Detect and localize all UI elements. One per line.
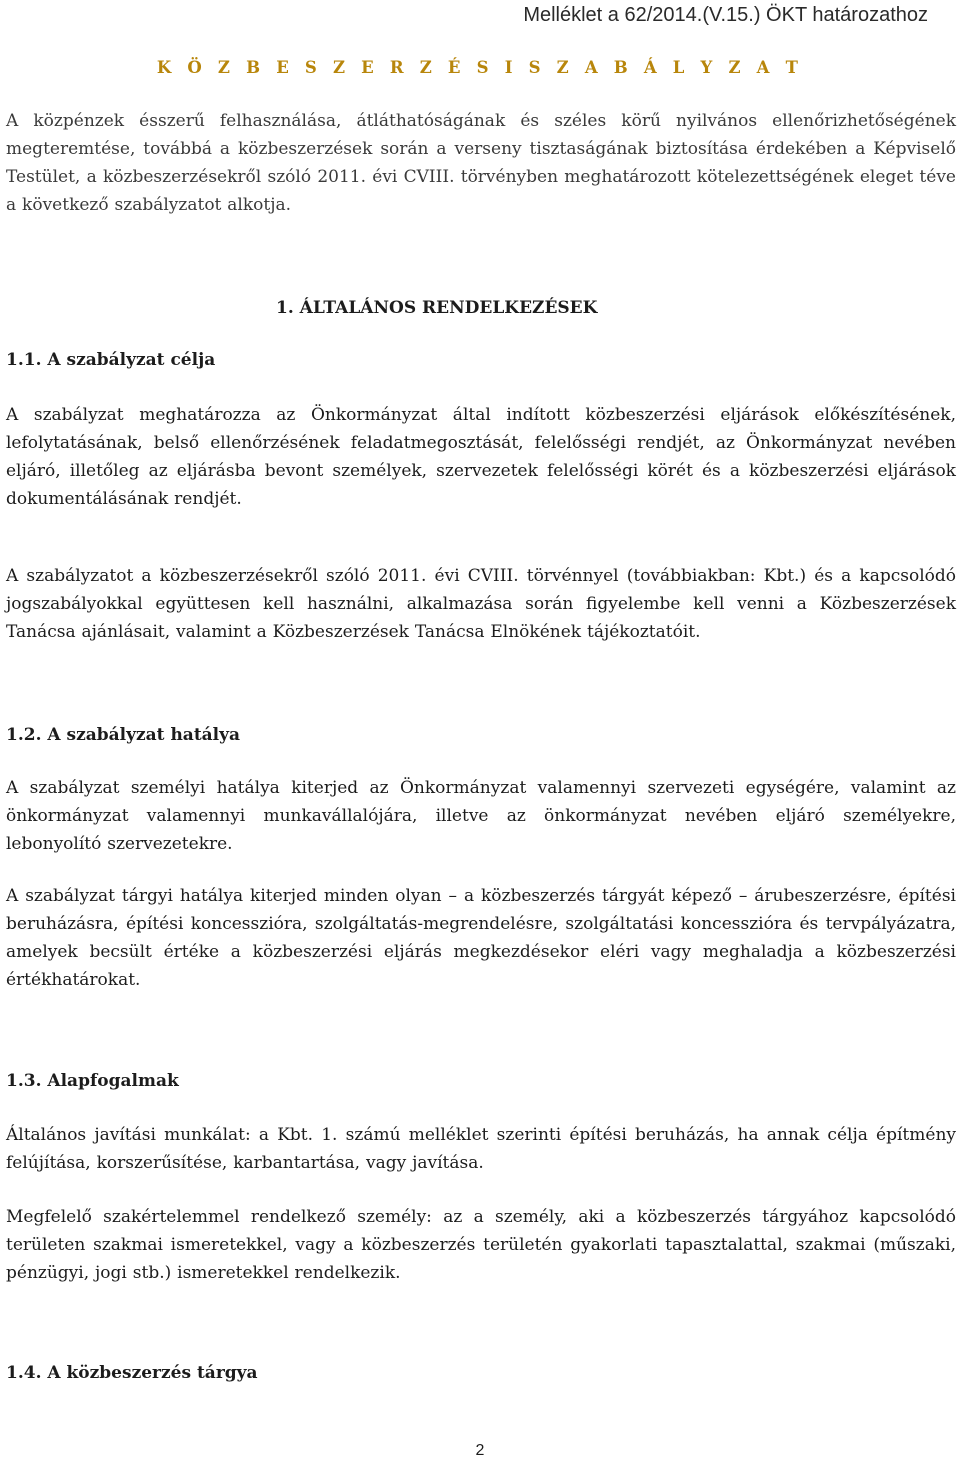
document-reference: Melléklet a 62/2014.(V.15.) ÖKT határozathoz xyxy=(523,4,928,26)
section-heading-1-4: 1.4. A közbeszerzés tárgya xyxy=(6,1363,258,1383)
section-heading-1-1: 1.1. A szabályzat célja xyxy=(6,350,216,370)
section-1-1-paragraph-1: A szabályzat meghatározza az Önkormányzat által indított közbeszerzési eljárások előkészítésének, lefolytatásának, belső ellenőrzésének feladatmegosztását, felelősségi rendjét, az Önkormányzat nevében eljáró, illetőleg az eljárásba bevont személyek, szervezetek felelősségi körét és a közbeszerzési eljárások dokumentálásának rendjét. xyxy=(6,405,956,509)
intro-paragraph: A közpénzek ésszerű felhasználása, átláthatóságának és széles körű nyilvános ellenőrizhetőségének megteremtése, továbbá a közbeszerzések során a verseny tisztaságának biztosítása érdekében a Képviselő Testület, a közbeszerzésekről szóló 2011. évi CVIII. törvényben meghatározott kötelezettségének eleget téve a következő szabályzatot alkotja. xyxy=(6,111,956,215)
section-1-1-paragraph-2: A szabályzatot a közbeszerzésekről szóló 2011. évi CVIII. törvénnyel (továbbiakban: Kbt.) és a kapcsolódó jogszabályokkal együttesen kell használni, alkalmazása során figyelembe kell venni a Közbeszerzések Tanácsa ajánlásait, valamint a Közbeszerzések Tanácsa Elnökének tájékoztatóit. xyxy=(6,566,956,642)
section-1-2-paragraph-2: A szabályzat tárgyi hatálya kiterjed minden olyan – a közbeszerzés tárgyát képező – árubeszerzésre, építési beruházásra, építési koncesszióra, szolgáltatás-megrendelésre, szolgáltatási koncesszióra és tervpályázatra, amelyek becsült értéke a közbeszerzési eljárás megkezdésekor eléri vagy meghaladja a közbeszerzési értékhatárokat. xyxy=(6,886,956,990)
section-1-3-paragraph-1: Általános javítási munkálat: a Kbt. 1. számú melléklet szerinti építési beruházás, ha annak célja építmény felújítása, korszerűsítése, karbantartása, vagy javítása. xyxy=(6,1125,956,1173)
document-title: K Ö Z B E S Z E R Z É S I S Z A B Á L Y Z A T xyxy=(156,58,804,77)
page-number: 2 xyxy=(475,1442,485,1459)
section-heading-1-2: 1.2. A szabályzat hatálya xyxy=(6,725,241,745)
chapter-heading: 1. ÁLTALÁNOS RENDELKEZÉSEK xyxy=(276,298,598,318)
section-heading-1-3: 1.3. Alapfogalmak xyxy=(6,1071,179,1091)
section-1-3-paragraph-2: Megfelelő szakértelemmel rendelkező személy: az a személy, aki a közbeszerzés tárgyához kapcsolódó területen szakmai ismeretekkel, vagy a közbeszerzés területén gyakorlati tapasztalattal, szakmai (műszaki, pénzügyi, jogi stb.) ismeretekkel rendelkezik. xyxy=(6,1207,956,1283)
section-1-2-paragraph-1: A szabályzat személyi hatálya kiterjed az Önkormányzat valamennyi szervezeti egységére, valamint az önkormányzat valamennyi munkavállalójára, illetve az önkormányzat nevében eljáró személyekre, lebonyolító szervezetekre. xyxy=(6,778,956,854)
